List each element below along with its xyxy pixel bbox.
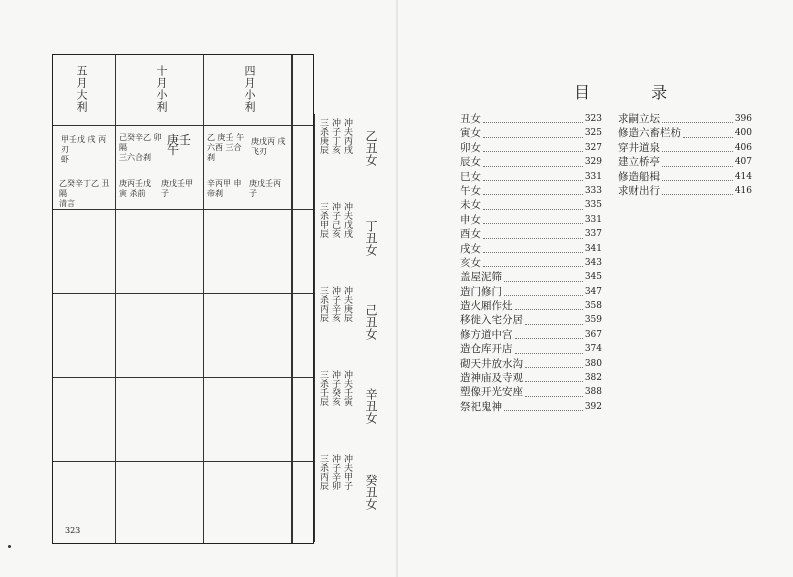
toc-entry-page: 329 [584,157,602,168]
cell-text: 乙癸辛丁乙 丑 隔 [59,179,110,198]
toc-leader-dots [483,180,583,181]
toc-entry [460,198,602,212]
toc-entry-label: 午女 [460,184,481,197]
strip-section [318,286,364,366]
toc-entry-page: 392 [584,401,602,412]
toc-entry-page: 367 [584,329,602,340]
toc-entry-page: 337 [584,229,602,240]
cell-text: 甲壬戊 戌 丙刃 [61,135,107,154]
toc-column-1 [460,112,602,414]
strip-line: 冲子丁亥 [330,118,340,154]
toc-entry-label: 修造六畜栏枋 [618,127,681,140]
toc-entry-page: 327 [584,142,602,153]
strip-line: 冲子己亥 [330,202,340,238]
toc-entry-label: 求财出行 [618,184,660,197]
toc-entry-label: 申女 [460,213,481,226]
toc-leader-dots [504,410,583,411]
toc-entry-label: 塑像开光安座 [460,386,523,399]
toc-entry [460,299,602,313]
toc-entry [460,285,602,299]
section-name: 丁丑女 [364,220,378,256]
toc-entry-label: 辰女 [460,156,481,169]
section-name: 乙丑女 [364,130,378,166]
toc-entry-label: 寅女 [460,127,481,140]
cell-sub: 虾 [61,155,69,164]
toc-entry [460,170,602,184]
toc-entry [618,112,752,126]
toc-entry [460,184,602,198]
toc-entry [618,141,752,155]
toc-leader-dots [662,194,733,195]
toc-entry-page: 406 [734,142,752,153]
toc-leader-dots [483,122,583,123]
toc-entry-page: 331 [584,171,602,182]
toc-entry-label: 修造船楫 [618,170,660,183]
toc-entry-page: 382 [584,373,602,384]
row-divider [53,461,313,462]
toc-leader-dots [662,166,733,167]
strip-line: 冲夫丙戌 [342,118,352,154]
toc-entry [460,313,602,327]
toc-leader-dots [515,353,583,354]
toc-leader-dots [515,309,583,310]
toc-leader-dots [483,252,583,253]
row-divider [53,377,313,378]
toc-entry-page: 341 [584,243,602,254]
toc-entry [460,242,602,256]
section-name: 己丑女 [364,304,378,340]
toc-entry-label: 造门修门 [460,285,502,298]
toc-entry [460,126,602,140]
toc-entry-page: 345 [584,272,602,283]
cell-sub: 六酉 三合刹 [207,143,242,162]
col-divider [291,55,293,543]
toc-entry-label: 巳女 [460,170,481,183]
toc-title: 目 录 [574,83,696,102]
grid-cell [207,133,247,163]
toc-entry-page: 331 [584,214,602,225]
row-divider [53,293,313,294]
toc-entry-page: 347 [584,286,602,297]
toc-leader-dots [483,194,583,195]
toc-entry [460,270,602,284]
toc-entry [460,112,602,126]
column-header: 四月小利 [243,65,256,113]
strip-line: 冲夫壬寅 [342,370,352,406]
cell-sub: 清言 [59,199,75,208]
col-divider [115,55,116,543]
toc-entry-label: 酉女 [460,228,481,241]
almanac-table [52,54,314,544]
strip-line: 三杀丙辰 [318,286,328,322]
section-name: 辛丑女 [364,388,378,424]
toc-entry-label: 砌天井放水沟 [460,357,523,370]
strip-line: 冲子辛亥 [330,286,340,322]
left-page [40,46,378,550]
strip-line: 冲夫庚辰 [342,286,352,322]
toc-entry [460,141,602,155]
toc-leader-dots [483,166,583,167]
toc-leader-dots [515,338,583,339]
toc-entry-label: 造仓库开店 [460,343,513,356]
cell-text: 乙 庚壬 午 [207,133,245,142]
toc-entry-label: 亥女 [460,256,481,269]
toc-entry-label: 盖屋泥筛 [460,271,502,284]
strip-line: 三杀丙辰 [318,454,328,490]
strip-section [318,454,364,534]
column-header: 十月小利 [155,65,168,113]
toc-entry-label: 未女 [460,199,481,212]
toc-entry-page: 380 [584,358,602,369]
toc-leader-dots [662,180,733,181]
header-divider [53,125,313,126]
toc-leader-dots [483,209,583,210]
page-fold [396,0,398,577]
toc-entry [618,126,752,140]
toc-entry [460,357,602,371]
strip-line: 三杀壬辰 [318,370,328,406]
toc-entry-page: 400 [734,128,752,139]
grid-cell: 庚戊壬甲 子 [161,179,193,198]
toc-leader-dots [662,122,733,123]
toc-leader-dots [483,266,583,267]
grid-cell: 庚丙壬戊 寅 杀前 [119,179,151,198]
strip-line: 冲子辛卯 [330,454,340,490]
toc-entry [618,155,752,169]
toc-entry-page: 374 [584,344,602,355]
strip-line: 三杀庚辰 [318,118,328,154]
toc-entry-label: 修方道中宫 [460,328,513,341]
page-number: 323 [65,526,81,535]
toc-entry [460,227,602,241]
grid-cell [59,179,113,209]
toc-leader-dots [483,238,583,239]
toc-entry-label: 建立桥亭 [618,156,660,169]
toc-entry-page: 396 [734,113,752,124]
toc-entry-page: 343 [584,257,602,268]
strip-line: 冲夫甲子 [342,454,352,490]
cell-text: 己癸辛乙 卯 隔 [119,133,162,152]
strip-section [318,202,364,282]
grid-cell [119,133,163,163]
ink-dot [8,545,11,548]
toc-leader-dots [483,223,583,224]
strip-line: 冲夫戊戌 [342,202,352,238]
toc-leader-dots [483,137,583,138]
toc-entry-page: 359 [584,315,602,326]
toc-entry-label: 求嗣立坛 [618,112,660,125]
toc-entry-page: 358 [584,301,602,312]
toc-leader-dots [504,281,583,282]
toc-leader-dots [662,151,733,152]
grid-cell: 庚戊壬丙 子 [249,179,281,198]
row-divider [53,209,313,210]
col-divider [203,55,204,543]
toc-entry [460,155,602,169]
toc-column-2 [618,112,752,198]
strip-section [318,370,364,450]
toc-entry [618,170,752,184]
toc-entry-page: 407 [734,157,752,168]
toc-entry-label: 戌女 [460,242,481,255]
section-name: 癸丑女 [364,474,378,510]
toc-leader-dots [525,367,583,368]
toc-leader-dots [525,324,583,325]
toc-entry-page: 414 [734,171,752,182]
cell-sub: 三六合刹 [119,153,151,162]
toc-leader-dots [525,396,583,397]
toc-entry-label: 移徙入宅分居 [460,314,523,327]
toc-leader-dots [504,295,583,296]
column-header: 五月大利 [75,65,88,113]
grid-cell [61,135,113,165]
toc-entry [460,385,602,399]
toc-entry-label: 造火厢作灶 [460,300,513,313]
strip-section [318,118,364,198]
toc-leader-dots [483,151,583,152]
toc-entry [460,342,602,356]
grid-cell: 庚戊丙 戌 飞刃 [251,137,286,156]
toc-entry-label: 穿井道泉 [618,141,660,154]
toc-entry [460,371,602,385]
toc-entry-page: 333 [584,185,602,196]
toc-entry [460,256,602,270]
toc-entry-page: 388 [584,387,602,398]
toc-entry [460,213,602,227]
strip-line: 三杀甲辰 [318,202,328,238]
grid-cell: 庚壬 午 [167,133,192,157]
toc-entry [460,400,602,414]
toc-entry-page: 335 [584,200,602,211]
toc-entry-label: 祭祀鬼神 [460,400,502,413]
toc-entry-page: 416 [734,185,752,196]
toc-leader-dots [525,381,583,382]
toc-entry-label: 造神庙及寺观 [460,372,523,385]
toc-leader-dots [683,137,733,138]
female-year-strip [314,54,378,542]
grid-cell: 辛丙甲 申 帝刹 [207,179,242,198]
toc-entry [618,184,752,198]
toc-entry-page: 325 [584,128,602,139]
toc-entry-label: 卯女 [460,141,481,154]
toc-entry-page: 323 [584,113,602,124]
strip-line: 冲子癸亥 [330,370,340,406]
toc-entry-label: 丑女 [460,112,481,125]
toc-entry [460,328,602,342]
